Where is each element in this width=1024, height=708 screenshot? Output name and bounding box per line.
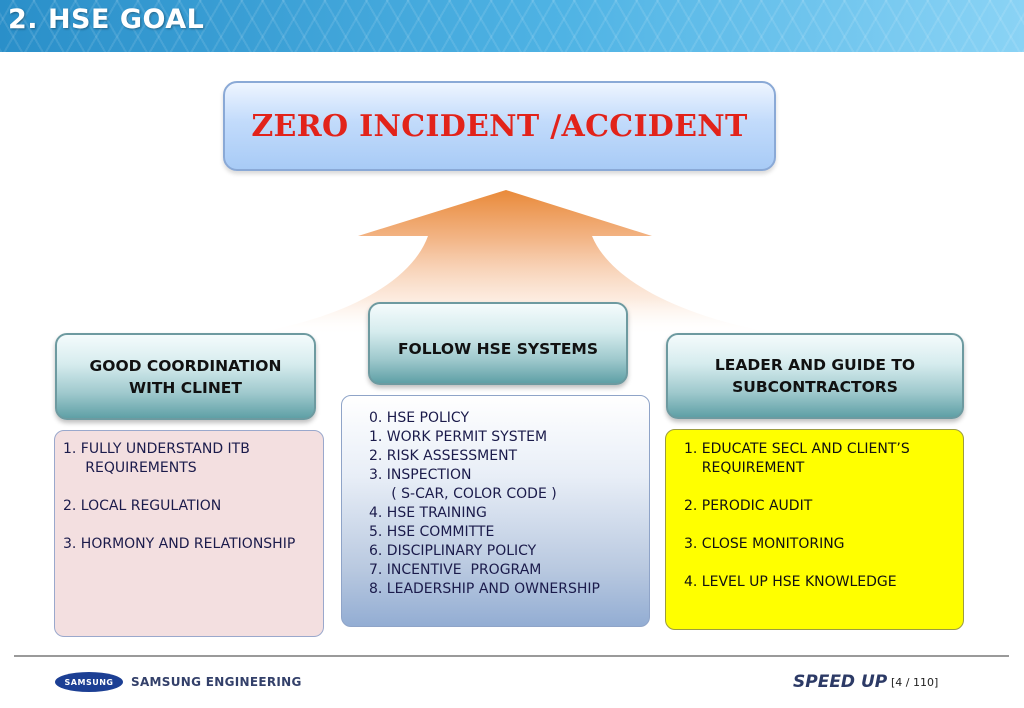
pillar-coordination-line1: GOOD COORDINATION <box>89 356 282 375</box>
footer-divider <box>14 655 1009 657</box>
leadership-list <box>684 440 910 611</box>
pillar-leadership-line1: LEADER AND GUIDE TO <box>714 356 916 374</box>
list-item: 4. HSE TRAINING <box>369 505 487 521</box>
pillar-coordination <box>55 333 316 420</box>
speedup-logo: SPEED UP <box>793 672 888 692</box>
pillar-hse-systems-label: FOLLOW HSE SYSTEMS <box>397 340 599 358</box>
goal-box <box>223 81 776 171</box>
list-item: ( S-CAR, COLOR CODE ) <box>369 486 557 502</box>
list-item: 0. HSE POLICY <box>369 410 469 426</box>
samsung-logo <box>55 672 123 692</box>
pillar-coordination-line2: WITH CLINET <box>129 378 242 397</box>
list-item: 1. WORK PERMIT SYSTEM <box>369 429 548 445</box>
slide-title: 2. HSE GOAL <box>8 4 205 35</box>
pillar-leadership-label <box>715 354 915 398</box>
list-item: 4. LEVEL UP HSE KNOWLEDGE <box>684 574 897 590</box>
page-number: [4 / 110] <box>891 676 939 689</box>
list-item: 7. INCENTIVE PROGRAM <box>369 562 542 578</box>
list-item: 5. HSE COMMITTE <box>369 524 495 540</box>
list-item: 3. INSPECTION <box>369 467 472 483</box>
list-item: 3. HORMONY AND RELATIONSHIP <box>63 536 296 552</box>
list-item: 1. FULLY UNDERSTAND ITB REQUIREMENTS <box>63 441 250 476</box>
company-name: SAMSUNG ENGINEERING <box>131 675 302 689</box>
list-item: 2. RISK ASSESSMENT <box>369 448 518 464</box>
pillar-leadership-line2: SUBCONTRACTORS <box>732 378 898 396</box>
list-item: 6. DISCIPLINARY POLICY <box>369 543 537 559</box>
list-item: 2. LOCAL REGULATION <box>63 498 222 514</box>
samsung-logo-text: SAMSUNG <box>64 677 114 687</box>
hse-systems-list <box>369 409 600 599</box>
list-item: 8. LEADERSHIP AND OWNERSHIP <box>369 581 600 597</box>
pillar-coordination-label <box>90 355 282 399</box>
list-item: 2. PERODIC AUDIT <box>684 498 813 514</box>
list-item: 1. EDUCATE SECL AND CLIENT’S REQUIREMENT <box>684 441 910 476</box>
pillar-hse-systems <box>368 302 628 385</box>
goal-text: ZERO INCIDENT /ACCIDENT <box>251 108 748 144</box>
list-item: 3. CLOSE MONITORING <box>684 536 845 552</box>
pillar-leadership <box>666 333 964 419</box>
coordination-list <box>63 440 295 573</box>
